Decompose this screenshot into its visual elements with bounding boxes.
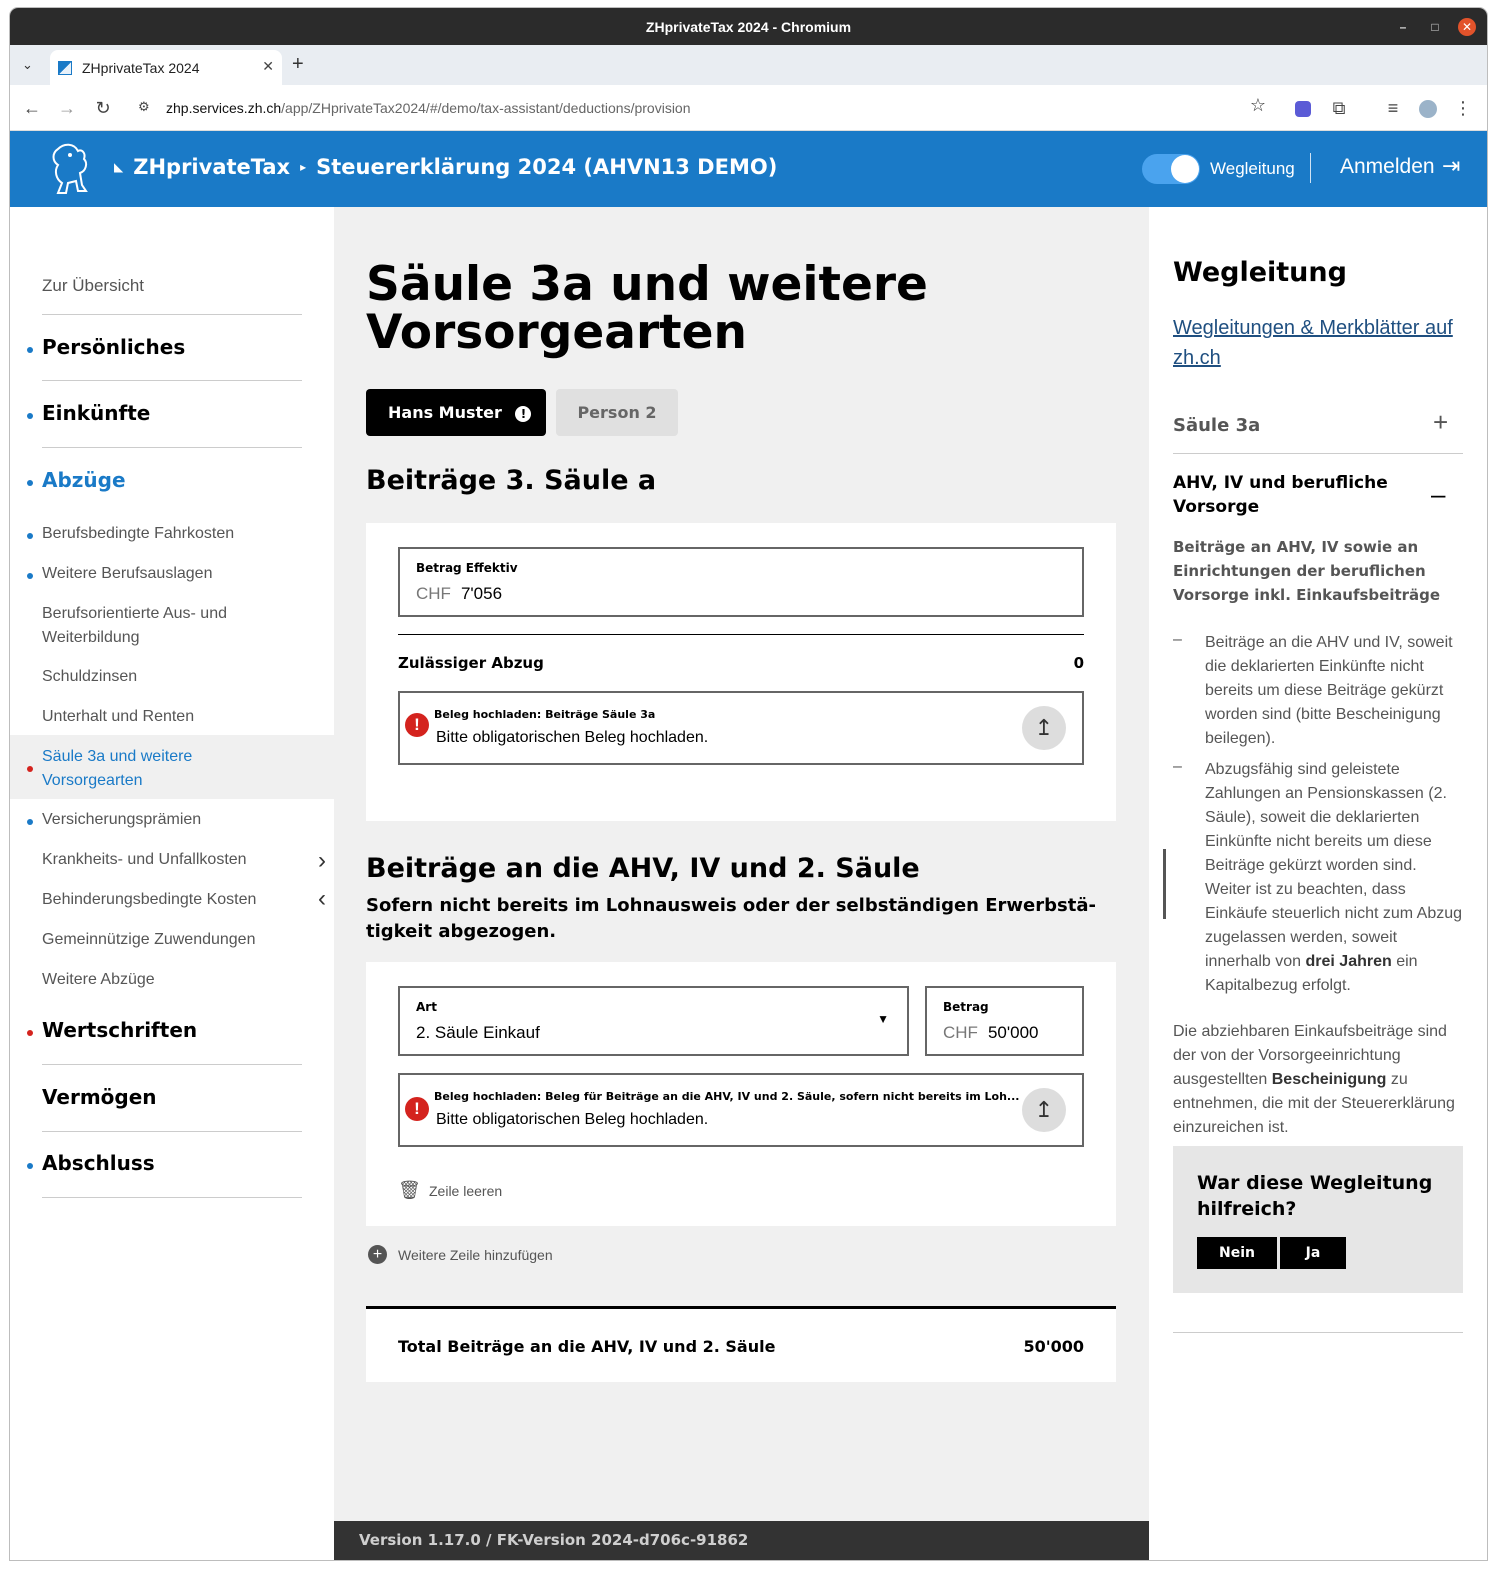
new-tab-icon[interactable]: + bbox=[292, 53, 304, 75]
art-select[interactable] bbox=[398, 986, 909, 1056]
tab-strip bbox=[10, 45, 1487, 85]
nav-section-abzuege[interactable]: Abzüge bbox=[42, 468, 126, 492]
header-breadcrumb bbox=[114, 155, 777, 179]
currency-label: CHF bbox=[416, 584, 451, 603]
nav-status-dot bbox=[27, 347, 33, 353]
amount-effective-field[interactable] bbox=[398, 547, 1084, 617]
wegleitung-link[interactable]: Wegleitungen & Merkblätter auf zh.ch bbox=[1173, 317, 1453, 369]
bullet-text-2c: ein Kapitalbezug erfolgt. bbox=[1205, 953, 1418, 994]
bullet-dash: – bbox=[1173, 758, 1182, 775]
nav-item-schuldzinsen[interactable]: Schuldzinsen bbox=[42, 668, 138, 685]
info-paragraph-c: zu entnehmen, die mit der Steuererklärung einzureichen ist. bbox=[1173, 1071, 1455, 1136]
nav-status-dot bbox=[27, 413, 33, 419]
dropdown-caret-icon[interactable]: ▼ bbox=[877, 1012, 889, 1026]
currency-label: CHF bbox=[943, 1023, 978, 1042]
login-button[interactable]: Anmelden bbox=[1340, 155, 1435, 178]
section-heading-ahv: Beiträge an die AHV, IV und 2. Säule bbox=[366, 853, 920, 884]
tab-list-icon[interactable]: ⌄ bbox=[22, 57, 33, 72]
favicon-icon bbox=[58, 61, 72, 75]
nav-item-behinderung[interactable]: Behinderungsbedingte Kosten bbox=[42, 891, 257, 908]
left-navigation bbox=[10, 207, 334, 1560]
nav-divider bbox=[42, 1131, 302, 1132]
panel-resize-handle[interactable] bbox=[1163, 849, 1166, 919]
bullet-text-1: Beiträge an die AHV und IV, soweit die deklarierten Einkünfte nicht bereits um diese Beiträge gekürzt worden sind (bitte Bescheinigung beilegen). bbox=[1205, 634, 1453, 747]
nav-item-versicherung[interactable]: Versicherungsprämien bbox=[42, 811, 202, 828]
person-tab-hans[interactable] bbox=[366, 389, 546, 436]
wegleitung-title: Wegleitung bbox=[1173, 257, 1347, 288]
wegleitung-toggle-label: Wegleitung bbox=[1210, 159, 1295, 178]
menu-kebab-icon[interactable]: ⋮ bbox=[1454, 98, 1472, 118]
reload-icon[interactable]: ↻ bbox=[95, 98, 111, 118]
nav-status-dot bbox=[27, 480, 33, 486]
nav-item-fahrkosten[interactable]: Berufsbedingte Fahrkosten bbox=[42, 525, 235, 542]
login-icon[interactable]: ⇥ bbox=[1442, 153, 1461, 178]
nav-status-dot bbox=[27, 766, 33, 772]
nav-section-einkuenfte[interactable]: Einkünfte bbox=[42, 401, 151, 425]
nav-status-dot bbox=[27, 819, 33, 825]
warning-icon: ! bbox=[515, 406, 531, 422]
nav-item-weiterbildung[interactable]: Berufsorientierte Aus- und Weiterbildung bbox=[42, 605, 227, 646]
extensions-puzzle-icon[interactable]: ⧉ bbox=[1332, 98, 1346, 118]
feedback-no-button[interactable]: Nein bbox=[1197, 1237, 1277, 1269]
accordion-ahv[interactable]: AHV, IV und berufliche Vorsorge bbox=[1173, 473, 1388, 517]
amount-value: 7'056 bbox=[460, 584, 503, 603]
nav-item-zuwendungen[interactable]: Gemeinnützige Zuwendungen bbox=[42, 931, 256, 948]
accordion-saeule3a[interactable]: Säule 3a bbox=[1173, 415, 1261, 436]
browser-window bbox=[10, 8, 1487, 1560]
info-paragraph-a: Die abziehbaren Einkaufsbeiträge sind der von der Vorsorgeeinrichtung ausgestellten bbox=[1173, 1023, 1447, 1088]
field-label: Betrag Effektiv bbox=[416, 561, 518, 575]
toggle-knob bbox=[1171, 155, 1199, 183]
site-info-icon[interactable]: ⚙ bbox=[138, 99, 150, 114]
error-icon: ! bbox=[405, 1097, 429, 1121]
nav-status-dot bbox=[27, 1030, 33, 1036]
nav-item-unterhalt[interactable]: Unterhalt und Renten bbox=[42, 708, 195, 725]
nav-divider bbox=[42, 1064, 302, 1065]
accordion-divider bbox=[1173, 453, 1463, 454]
zurich-lion-logo-icon[interactable] bbox=[48, 141, 94, 197]
betrag-value: 50'000 bbox=[987, 1023, 1039, 1042]
bullet-text-2b: drei Jahren bbox=[1305, 953, 1392, 970]
upload-icon[interactable]: ↥ bbox=[1022, 1088, 1066, 1132]
nav-section-persoenliches[interactable]: Persönliches bbox=[42, 335, 186, 359]
upload-text: Bitte obligatorischen Beleg hochladen. bbox=[436, 729, 709, 746]
error-icon: ! bbox=[405, 713, 429, 737]
betrag-field[interactable] bbox=[925, 986, 1084, 1056]
bullet-text-2 bbox=[1205, 758, 1467, 998]
forward-icon[interactable]: → bbox=[58, 98, 76, 118]
wegleitung-panel bbox=[1149, 207, 1487, 1560]
clear-row-button[interactable]: Zeile leeren bbox=[429, 1183, 503, 1199]
url-host: zhp.services.zh.ch bbox=[166, 100, 282, 116]
bullet-dash: – bbox=[1173, 631, 1182, 648]
minus-icon[interactable]: – bbox=[1431, 479, 1446, 509]
version-footer: Version 1.17.0 / FK-Version 2024-d706c-91862 bbox=[334, 1521, 1149, 1560]
person-tab-label: Person 2 bbox=[577, 403, 657, 422]
feedback-yes-button[interactable]: Ja bbox=[1280, 1237, 1346, 1269]
nav-item-berufsauslagen[interactable]: Weitere Berufsauslagen bbox=[42, 565, 213, 582]
field-value-wrap bbox=[943, 1023, 1038, 1043]
overview-link[interactable]: Zur Übersicht bbox=[42, 276, 145, 295]
nav-item-weitere-abzuege[interactable]: Weitere Abzüge bbox=[42, 971, 155, 988]
browser-tab[interactable] bbox=[50, 50, 282, 85]
close-window-icon[interactable]: ✕ bbox=[1458, 18, 1476, 36]
back-icon[interactable]: ← bbox=[23, 98, 41, 118]
address-bar[interactable] bbox=[128, 91, 1266, 125]
total-card bbox=[366, 1306, 1116, 1382]
nav-item-krankheit[interactable]: Krankheits- und Unfallkosten bbox=[42, 851, 247, 868]
ahv-card bbox=[366, 962, 1116, 1226]
nav-status-dot bbox=[27, 1163, 33, 1169]
window-title: ZHprivateTax 2024 - Chromium bbox=[645, 18, 852, 35]
info-paragraph-b: Bescheinigung bbox=[1271, 1071, 1387, 1088]
app-header bbox=[10, 131, 1487, 207]
nav-divider bbox=[42, 1197, 302, 1198]
upload-receipt-s3a bbox=[398, 691, 1084, 765]
panel-divider bbox=[1173, 1332, 1463, 1333]
nav-section-abschluss[interactable]: Abschluss bbox=[42, 1151, 155, 1175]
person-tab-2[interactable] bbox=[556, 389, 678, 436]
extension-icon[interactable] bbox=[1290, 95, 1316, 121]
divider bbox=[398, 634, 1084, 635]
wegleitung-toggle[interactable] bbox=[1142, 154, 1200, 184]
total-value: 50'000 bbox=[1023, 1337, 1084, 1356]
maximize-icon[interactable]: □ bbox=[1431, 20, 1439, 34]
nav-divider bbox=[42, 314, 302, 315]
app-name-link[interactable]: ZHprivateTax bbox=[133, 155, 291, 179]
tab-title: ZHprivateTax 2024 bbox=[82, 59, 200, 76]
section-heading-s3a: Beiträge 3. Säule a bbox=[366, 465, 657, 496]
breadcrumb-chevron-icon: ▸ bbox=[300, 160, 307, 174]
bookmark-star-icon[interactable]: ☆ bbox=[1249, 95, 1266, 115]
info-paragraph bbox=[1173, 1020, 1467, 1140]
chevron-left-icon[interactable]: ‹ bbox=[318, 885, 326, 912]
nav-status-dot bbox=[27, 533, 33, 539]
minimize-icon[interactable]: – bbox=[1399, 20, 1407, 34]
add-row-button[interactable]: Weitere Zeile hinzufügen bbox=[398, 1247, 553, 1263]
nav-section-wertschriften[interactable]: Wertschriften bbox=[42, 1018, 198, 1042]
nav-divider bbox=[42, 447, 302, 448]
field-label: Betrag bbox=[943, 1000, 989, 1014]
url-path: /app/ZHprivateTax2024/#/demo/tax-assistant/deductions/provision bbox=[281, 100, 691, 116]
accordion-intro: Beiträge an AHV, IV sowie an Einrichtungen der beruflichen Vorsorge inkl. Einkaufsbeiträge bbox=[1173, 538, 1441, 604]
upload-text: Bitte obligatorischen Beleg hochladen. bbox=[436, 1111, 709, 1128]
nav-item-saeule3a[interactable]: Säule 3a und weitere Vorsorgearten bbox=[42, 748, 193, 789]
chevron-right-icon[interactable]: › bbox=[318, 847, 326, 874]
allowed-deduction-value: 0 bbox=[1073, 654, 1084, 672]
browser-toolbar bbox=[10, 85, 1487, 131]
page-title: Säule 3a und weitere Vorsorgearten bbox=[366, 257, 928, 360]
plus-icon[interactable]: + bbox=[1433, 407, 1449, 437]
media-controls-icon[interactable]: ≡ bbox=[1387, 98, 1399, 118]
tab-close-icon[interactable]: ✕ bbox=[262, 58, 274, 74]
main-content bbox=[334, 207, 1149, 1560]
field-value-wrap bbox=[416, 584, 502, 604]
upload-title: Beleg hochladen: Beleg für Beiträge an die AHV, IV und 2. Säule, sofern nicht bereits im Loh... bbox=[434, 1090, 1020, 1103]
nav-status-dot bbox=[27, 573, 33, 579]
trash-icon[interactable]: 🗑 bbox=[398, 1180, 421, 1200]
upload-title: Beleg hochladen: Beiträge Säule 3a bbox=[434, 708, 656, 721]
nav-divider bbox=[42, 380, 302, 381]
person-tab-label: Hans Muster bbox=[388, 403, 502, 422]
art-value: 2. Säule Einkauf bbox=[416, 1023, 540, 1042]
feedback-box bbox=[1173, 1146, 1463, 1293]
header-arrow-icon: ◣ bbox=[114, 160, 124, 174]
bullet-text-2a: Abzugsfähig sind geleistete Zahlungen an Pensionskassen (2. Säule), soweit die deklarierten Einkünfte nicht bereits um diese Beiträge gekürzt worden sind. Weiter ist zu beachten, dass Einkäufe steuerlich nicht zum Abzug zugelassen werden, soweit innerhalb von bbox=[1205, 761, 1463, 970]
doc-title: Steuererklärung 2024 (AHVN13 DEMO) bbox=[316, 155, 778, 179]
nav-section-vermoegen[interactable]: Vermögen bbox=[42, 1085, 157, 1109]
add-circle-icon[interactable]: + bbox=[368, 1245, 387, 1264]
s3a-card bbox=[366, 523, 1116, 821]
upload-icon[interactable]: ↥ bbox=[1022, 706, 1066, 750]
feedback-question: War diese Wegleitung hilfreich? bbox=[1197, 1172, 1433, 1220]
field-label: Art bbox=[416, 1000, 437, 1014]
total-label: Total Beiträge an die AHV, IV und 2. Säule bbox=[398, 1337, 776, 1356]
header-divider bbox=[1310, 153, 1311, 183]
window-titlebar bbox=[10, 8, 1487, 45]
allowed-deduction-label: Zulässiger Abzug bbox=[398, 654, 544, 672]
upload-receipt-ahv bbox=[398, 1073, 1084, 1147]
profile-avatar-icon[interactable] bbox=[1415, 95, 1441, 121]
section-subheading-ahv: Sofern nicht bereits im Lohnausweis oder der selbständigen Erwerbstätigkeit abgezogen. bbox=[366, 895, 1096, 942]
